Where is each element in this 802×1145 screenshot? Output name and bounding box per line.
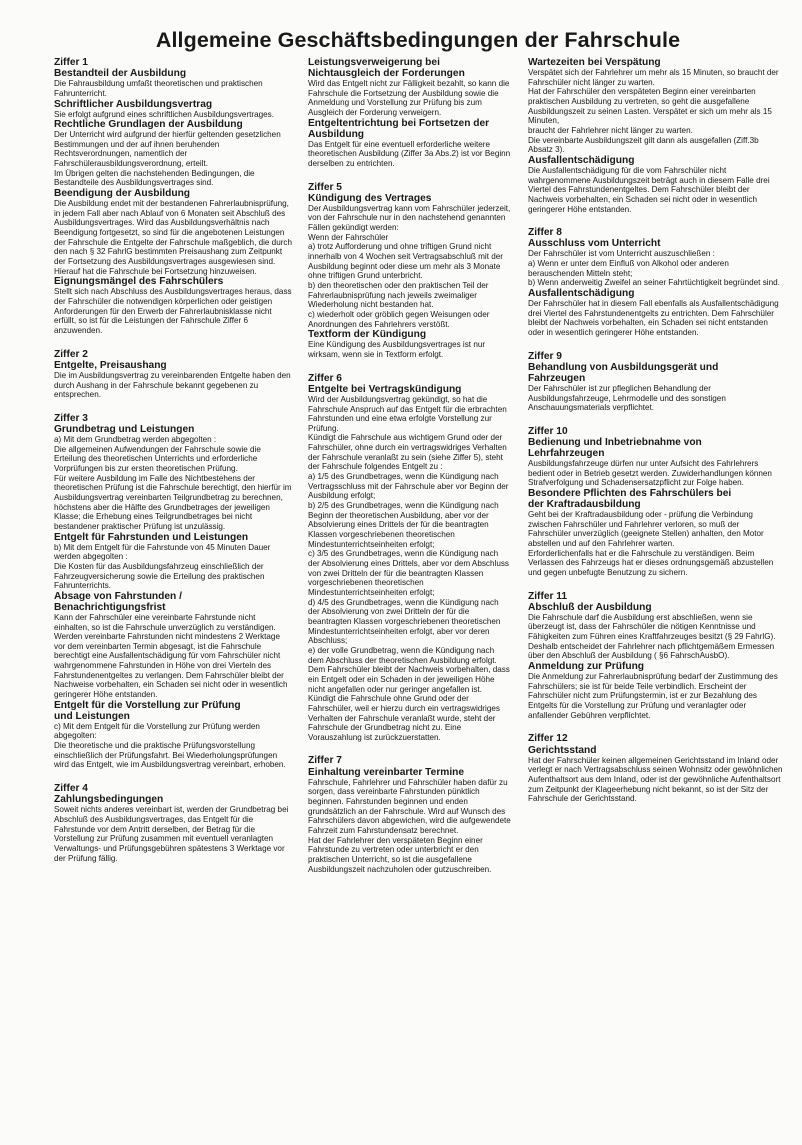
section-heading: Ausschluss vom Unterricht (528, 238, 661, 250)
section-gap (308, 742, 512, 755)
section-heading: Gerichtsstand (528, 744, 597, 756)
page-title: Allgemeine Geschäftsbedingungen der Fahrschule (155, 28, 681, 52)
section-text: Die im Ausbildungsvertrag zu vereinbarenden Entgelte haben den durch Aushang in der Fahrschule bekannt gegebenen zu entsprechen. (54, 370, 291, 400)
ziffer-number: Ziffer 10 (528, 425, 568, 437)
ziffer-number: Ziffer 9 (528, 350, 562, 362)
section-gap (528, 578, 784, 591)
section-heading: Entgeltentrichtung bei Fortsetzen der Ausbildung (308, 117, 490, 140)
section-heading: Anmeldung zur Prüfung (528, 661, 645, 673)
section-text: c) Mit dem Entgelt für die Vorstellung zur Prüfung werden abgegolten: Die theoretische und die praktische Prüfungsvorstellung einschließlich der Prüfungsfahrt. Bei Wiederholungsprüfungen wird das Entgelt, wie im Ausbildungsvertrag vereinbart, erhoben. (54, 721, 286, 770)
section-heading: Behandlung von Ausbildungsgerät und Fahrzeugen (528, 361, 719, 384)
section-text: Geht bei der Kraftradausbildung oder - prüfung die Verbindung zwischen Fahrschüler und Fahrlehrer verloren, so muß der Fahrschüler unverzüglich (geeignete Stellen) anhalten, den Motor abstellen und auf den Fahrlehrer warten. Erforderlichenfalls hat er die Fahrschule zu verständigen. Beim Verlassen des Fahrzeugs hat er dieses ordnungsgemäß abzustellen und gegen unbefugte Benutzung zu sichern. (528, 509, 774, 577)
section-heading: Kündigung des Vertrages (308, 192, 432, 204)
section-text: Der Ausbildungsvertrag kann vom Fahrschüler jederzeit, von der Fahrschule nur in den nachstehend genannten Fällen gekündigt werden: Wenn der Fahrschüler a) trotz Aufforderung und ohne triftigen Grund nicht innerhalb von 4 Wochen seit Vertragsabschluß mit der Ausbildung beginnt oder diese um mehr als 3 Monate ohne triftigen Grund unterbricht. b) den theoretischen oder den praktischen Teil der Fahrerlaubnisprüfung nach jeweils zweimaliger Wiederholung nicht bestanden hat. c) wiederholt oder gröblich gegen Weisungen oder Anordnungen des Fahrlehrers verstößt. (308, 203, 511, 329)
section-heading: Ausfallentschädigung (528, 154, 635, 166)
section-heading: Wartezeiten bei Verspätung (528, 57, 661, 68)
section-text: Sie erfolgt aufgrund eines schriftlichen Ausbildungsvertrages. (54, 109, 274, 119)
ziffer-number: Ziffer 12 (528, 733, 568, 745)
section-gap (528, 338, 784, 351)
section-text: Verspätet sich der Fahrlehrer um mehr als 15 Minuten, so braucht der Fahrschüler nicht länger zu warten. Hat der Fahrschüler den verspäteten Beginn einer vereinbarten praktischen Ausbildung zu vertreten, so geht die ausgefallene Ausbildungszeit zu seinen Lasten. Verspätet er sich um mehr als 15 Minuten, braucht der Fahrlehrer nicht länger zu warten. Die vereinbarte Ausbildungszeit gilt dann als ausgefallen (Ziff.3b Absatz 3). (528, 68, 779, 155)
section-heading: Absage von Fahrstunden / Benachrichtigungsfrist (54, 590, 182, 613)
ziffer-number: Ziffer 2 (54, 348, 88, 360)
section-text: Fahrschule, Fahrlehrer und Fahrschüler haben dafür zu sorgen, dass vereinbarte Fahrstunden pünktlich beginnen. Fahrstunden beginnen und enden grundsätzlich an der Fahrschule. Wird auf Wunsch des Fahrschülers davon abgewichen, wird die aufgewendete Fahrzeit zum Fahrstundensatz berechnet. Hat der Fahrlehrer den verspäteten Beginn einer Fahrstunde zu vertreten oder unterbricht er den praktischen Unterricht, so ist die ausgefallene Ausbildungszeit nachzuholen oder gutzuschreiben. (308, 777, 511, 874)
section-heading: Leistungsverweigerung bei Nichtausgleich der Forderungen (308, 57, 465, 79)
section-gap (54, 770, 292, 783)
section-gap (528, 214, 784, 227)
ziffer-number: Ziffer 6 (308, 372, 342, 384)
ziffer-number: Ziffer 8 (528, 227, 562, 239)
section-text: a) Mit dem Grundbetrag werden abgegolten : Die allgemeinen Aufwendungen der Fahrschule sowie die Erteilung des theoretischen Unterrichts und erforderliche Vorprüfungen bis zur ersten theoretischen Prüfung. Für weitere Ausbildung im Falle des Nichtbestehens der theoretischen Prüfung ist die Fahrschule berechtigt, den hierfür im Ausbildungsvertrag vereinbarten Teilgrundbetrag zu berechnen, höchstens aber die Hälfte des Grundbetrages der jeweiligen Klasse; die Erhebung eines Teilgrundbetrages bei nicht bestandener praktischer Prüfung ist unzulässig. (54, 435, 292, 531)
section-heading: Entgelt für Fahrstunden und Leistungen (54, 531, 249, 543)
section-gap (528, 720, 784, 733)
section-heading: Einhaltung vereinbarter Termine (308, 766, 465, 778)
section-gap (54, 336, 292, 349)
section-heading: Bedienung und Inbetriebnahme von Lehrfahrzeugen (528, 437, 702, 460)
section-gap (308, 169, 512, 182)
section-heading: Rechtliche Grundlagen der Ausbildung (54, 119, 243, 131)
section-text: Eine Kündigung des Ausbildungsvertrages ist nur wirksam, wenn sie in Textform erfolgt. (308, 340, 486, 359)
section-text: Die Fahrausbildung umfaßt theoretischen und praktischen Fahrunterricht. (54, 79, 263, 98)
section-heading: Abschluß der Ausbildung (528, 601, 652, 613)
columns (54, 57, 782, 874)
section-heading: Entgelte, Preisaushang (54, 359, 167, 371)
section-text: Kann der Fahrschüler eine vereinbarte Fahrstunde nicht einhalten, so ist die Fahrschule unverzüglich zu verständigen. Werden vereinbarte Fahrstunden nicht mindestens 2 Werktage vor dem vereinbarten Termin abgesagt, ist die Fahrschule berechtigt eine Ausfallentschädigung für vom Fahrschüler nicht wahrgenommene Fahrstunden in Höhe von drei Vierteln des Fahrstundenentgeltes zu verlangen. Dem Fahrschüler bleibt der Nachweise vorbehalten, ein Schaden sei nicht oder in wesentlich geringerer Höhe entstanden. (54, 612, 288, 700)
section-heading: Grundbetrag und Leistungen (54, 424, 195, 436)
section-gap (54, 400, 292, 413)
ziffer-number: Ziffer 7 (308, 755, 342, 767)
section-text: Die Fahrschule darf die Ausbildung erst abschließen, wenn sie überzeugt ist, dass der Fahrschüler die nötigen Kenntnisse und Fähigkeiten zum Führen eines Kraftfahrzeuges besitzt (§ 29 FahrlG). Deshalb entscheidet der Fahrlehrer nach pflichtgemäßem Ermessen über den Abschluß der Ausbildung ( §6 FahrschAusbO). (528, 612, 776, 661)
section-text: Die Ausfallentschädigung für die vom Fahrschüler nicht wahrgenommene Ausbildungszeit beträgt auch in diesem Falle drei Viertel des Fahrstundenentgeltes. Dem Fahrschüler bleibt der Nachweis vorbehalten, ein Schaden sei nicht oder in wesentlich geringerer Höhe entstanden. (528, 165, 770, 214)
section-text: Stellt sich nach Abschluss des Ausbildungsvertrages heraus, dass der Fahrschüler die notwendigen körperlichen oder geistigen Anforderungen für den Erwerb der Fahrerlaubnisklasse nicht erfüllt, so ist für die Leistungen der Fahrschule Ziffer 6 anzuwenden. (54, 287, 292, 335)
ziffer-number: Ziffer 11 (528, 590, 568, 602)
ziffer-number: Ziffer 1 (54, 57, 88, 68)
section-gap (308, 360, 512, 373)
section-text: Der Fahrschüler hat in diesem Fall ebenfalls als Ausfallentschädigung drei Viertel des Fahrstundenentgelts zu entrichten. Dem Fahrschüler bleibt der Nachweis vorbehalten, ein Schaden sei nicht entstanden oder in wesentlich geringerer Höhe entstanden. (528, 299, 779, 337)
ziffer-number: Ziffer 3 (54, 412, 88, 424)
section-heading: Schriftlicher Ausbildungsvertrag (54, 98, 213, 110)
section-heading: Zahlungsbedingungen (54, 794, 164, 806)
column-1 (54, 57, 292, 863)
section-text: b) Mit dem Entgelt für die Fahrstunde von 45 Minuten Dauer werden abgegolten : Die Kosten für das Ausbildungsfahrzeug einschließlich der Fahrzeugversicherung sowie die Erteilung des praktischen Fahrunterrichts. (54, 542, 271, 591)
section-heading: Bestandteil der Ausbildung (54, 68, 187, 80)
section-heading: Eignungsmängel des Fahrschülers (54, 276, 224, 288)
column-3 (528, 57, 784, 804)
section-heading: Entgelte bei Vertragskündigung (308, 383, 462, 395)
section-heading: Ausfallentschädigung (528, 288, 635, 300)
section-text: Wird der Ausbildungsvertrag gekündigt, so hat die Fahrschule Anspruch auf das Entgelt für die erbrachten Fahrstunden und eine etwa erfolgte Vorstellung zur Prüfung. Kündigt die Fahrschule aus wichtigem Grund oder der Fahrschüler, ohne durch ein vertragswidriges Verhalten der Fahrschule veranlaßt zu sein (siehe Ziffer 5), steht der Fahrschule folgendes Entgelt zu : a) 1/5 des Grundbetrages, wenn die Kündigung nach Vertragsschluss mit der Fahrschule aber vor Beginn der Ausbildung erfolgt; b) 2/5 des Grundbetrages, wenn die Kündigung nach Beginn der theoretischen Ausbildung, aber vor der Absolvierung eines Drittels der für die beantragten Klassen vorgeschriebenen theoretischen Mindestunterrichtseinheiten erfolgt; c) 3/5 des Grundbetrages, wenn die Kündigung nach der Absolvierung eines Drittels, aber vor dem Abschluss von zwei Dritteln der für die beantragten Klassen vorgeschriebenen theoretischen Mindestunterrichtseinheiten erfolgt; d) 4/5 des Grundbetrages, wenn die Kündigung nach der Absolvierung von zwei Dritteln der für die beantragten Klassen vorgeschriebenen theoretischen Mindestunterrichtseinheiten erfolgt, aber vor deren Abschluss; e) der volle Grundbetrag, wenn die Kündigung nach dem Abschluss der theoretischen Ausbildung erfolgt. Dem Fahrschüler bleibt der Nachweis vorbehalten, dass ein Entgelt oder ein Schaden in der jeweiligen Höhe nicht angefallen oder nur geringer angefallen ist. Kündigt die Fahrschule ohne Grund oder der Fahrschüler, weil er hierzu durch ein vertragswidriges Verhalten der Fahrschule veranlaßt wurde, steht der Fahrschule der Grundbetrag nicht zu. Eine Vorauszahlung ist zurückzuerstatten. (308, 394, 510, 742)
ziffer-number: Ziffer 4 (54, 783, 88, 795)
section-text: Ausbildungsfahrzeuge dürfen nur unter Aufsicht des Fahrlehrers bedient oder in Betrieb gesetzt werden. Zuwiderhandlungen können Strafverfolgung und Schadensersatzpflicht zur Folge haben. (528, 459, 772, 488)
section-heading: Textform der Kündigung (308, 329, 427, 341)
section-text: Der Unterricht wird aufgrund der hierfür geltenden gesetzlichen Bestimmungen und der auf ihnen beruhenden Rechtsverordnungen, namentlich der Fahrschülerausbildungsverordnung, erteilt. Im Übrigen gelten die nachstehenden Bedingungen, die Bestandteile des Ausbildungsvertrages sind. (54, 130, 281, 188)
section-text: Der Fahrschüler ist zur pfleglichen Behandlung der Ausbildungsfahrzeuge, Lehrmodelle und des sonstigen Anschauungsmaterials verpflichtet. (528, 383, 726, 413)
section-text: Die Ausbildung endet mit der bestandenen Fahrerlaubnisprüfung, in jedem Fall aber nach Ablauf von 6 Monaten seit Abschluß des Ausbildungsvertrages. Wird das Ausbildungsverhältnis nach Beendigung fortgesetzt, so sind für die angebotenen Leistungen der Fahrschule die Entgelte der Fahrschule maßgeblich, die durch den nach § 32 FahrlG bestimmten Preisaushang zum Zeitpunkt der Fortsetzung des Ausbildungsvertrages ausgewiesen sind. Hierauf hat die Fahrschule bei Fortsetzung hinzuweisen. (54, 199, 293, 276)
section-text: Hat der Fahrschüler keinen allgemeinen Gerichtsstand im Inland oder verlegt er nach Vertragsabschluss seinen Wohnsitz oder gewöhnlichen Aufenthaltsort aus dem Inland, oder ist der gewöhnliche Aufenthaltsort zum Zeitpunkt der Klageerhebung nicht bekannt, so ist der Sitz der Fahrschule der Gerichtsstand. (528, 755, 783, 804)
column-2 (308, 57, 512, 874)
section-gap (528, 413, 784, 426)
section-text: Soweit nichts anderes vereinbart ist, werden der Grundbetrag bei Abschluß des Ausbildungsvertrages, das Entgelt für die Fahrstunde vor dem Antritt derselben, der Betrag für die Vorstellung zur Prüfung zusammen mit eventuell veranlagten Verwaltungs- und Prüfungsgebühren spätestens 3 Werktage vor der Prüfung fällig. (54, 805, 289, 863)
section-heading: Beendigung der Ausbildung (54, 188, 191, 200)
section-text: Wird das Entgelt nicht zur Fälligkeit bezahlt, so kann die Fahrschule die Fortsetzung der Ausbildung sowie die Anmeldung und Vorstellung zur Prüfung bis zum Ausgleich der Forderung verweigern. (308, 79, 510, 117)
ziffer-number: Ziffer 5 (308, 181, 342, 193)
section-text: Der Fahrschüler ist vom Unterricht auszuschließen : a) Wenn er unter dem Einfluß von Alkohol oder anderen berauschenden Mitteln steht; b) Wenn anderweitig Zweifel an seiner Fahrtüchtigkeit begründet sind. (528, 249, 780, 288)
section-heading: Entgelt für die Vorstellung zur Prüfung und Leistungen (54, 699, 241, 722)
section-heading: Besondere Pflichten des Fahrschülers bei der Kraftradausbildung (528, 487, 732, 510)
section-text: Das Entgelt für eine eventuell erforderliche weitere theoretischen Ausbildung (Ziffer 3a Abs.2) ist vor Beginn derselben zu entrichten. (308, 139, 511, 168)
section-text: Die Anmeldung zur Fahrerlaubnisprüfung bedarf der Zustimmung des Fahrschülers; sie ist für beide Teile verbindlich. Erscheint der Fahrschüler nicht zum Prüfungstermin, ist er zur Bezahlung des Entgelts für die Vorstellung zur Prüfung und veranlagter oder anfallender Gebühren verpflichtet. (528, 672, 778, 720)
